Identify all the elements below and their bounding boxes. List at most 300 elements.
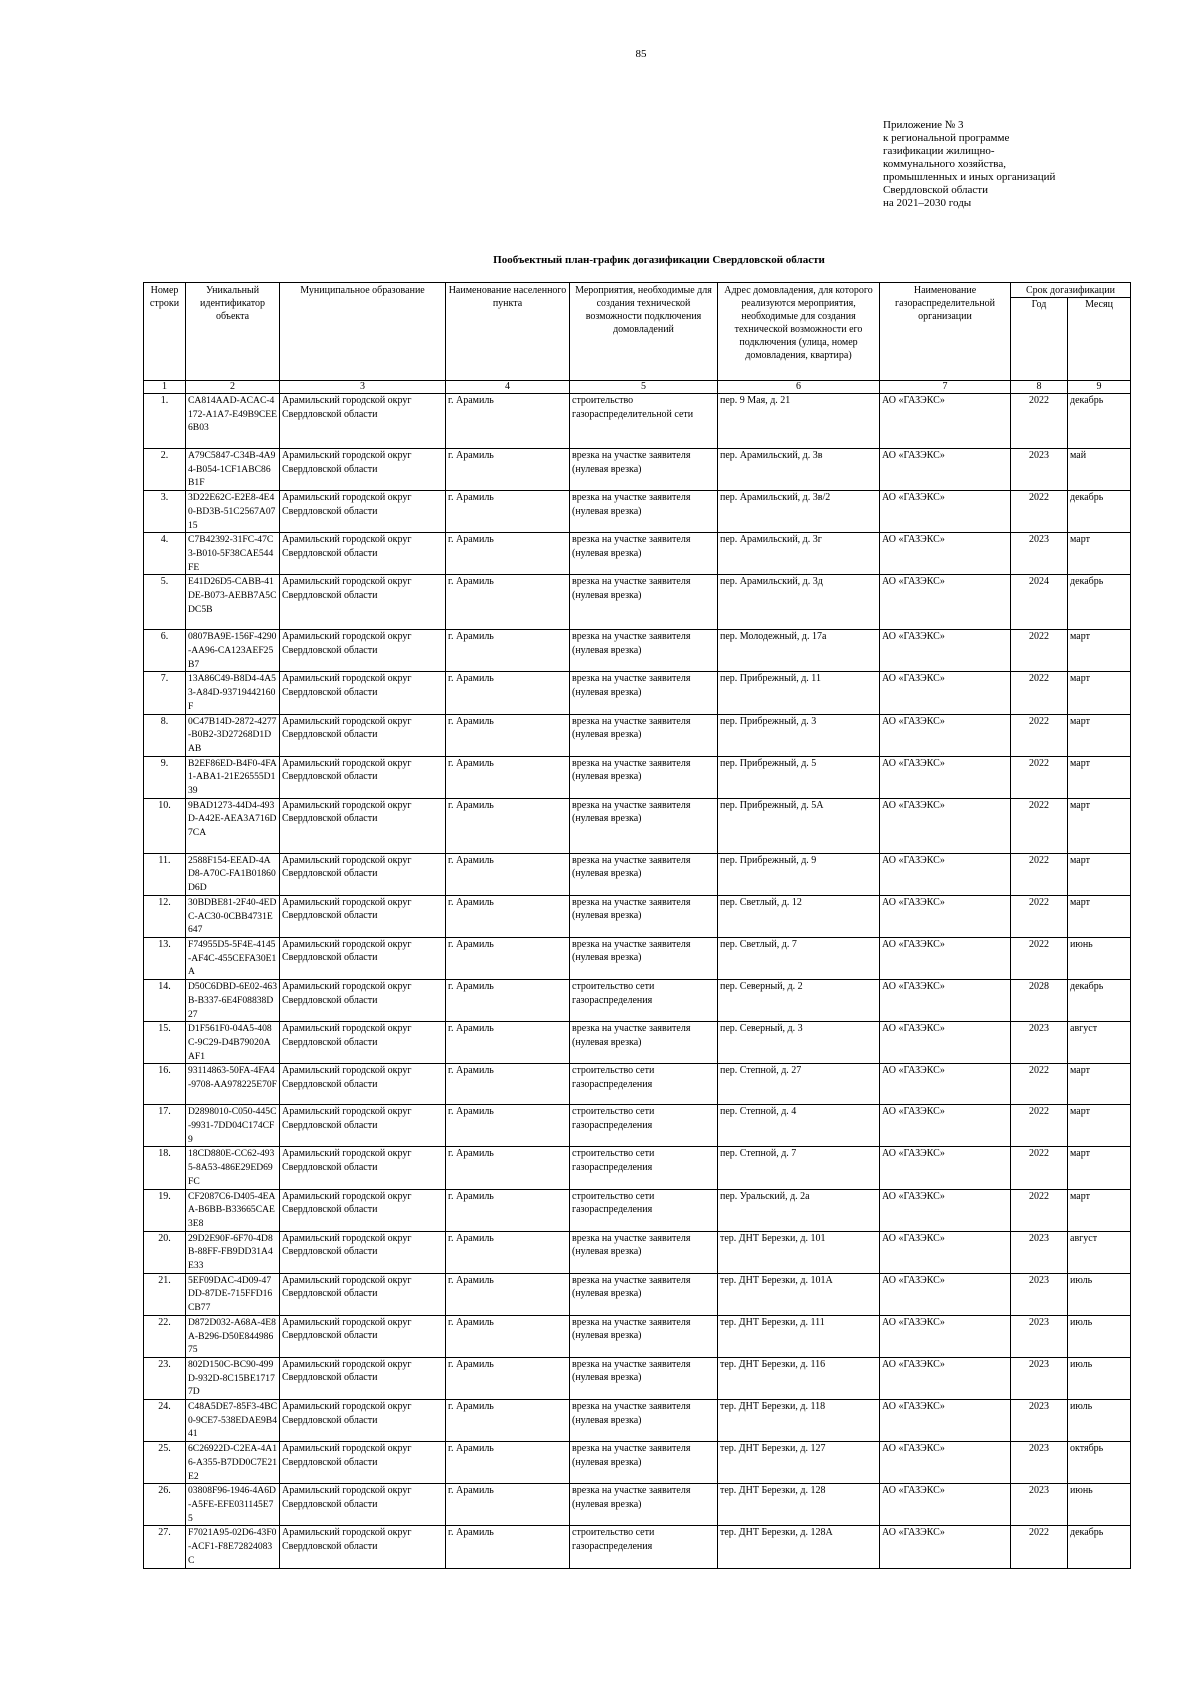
address-cell: тер. ДНТ Березки, д. 128А <box>718 1526 880 1568</box>
settlement-cell: г. Арамиль <box>446 980 570 1022</box>
uid-cell: 6C26922D-C2EA-4A16-A355-B7DD0C7E21E2 <box>186 1442 280 1484</box>
row-number-cell: 16. <box>144 1064 186 1105</box>
measures-cell: врезка на участке заявителя (нулевая врезка) <box>570 533 718 575</box>
address-cell: пер. Степной, д. 4 <box>718 1105 880 1147</box>
address-cell: пер. Прибрежный, д. 3 <box>718 714 880 756</box>
municipality-cell: Арамильский городской округ Свердловской области <box>280 1526 446 1568</box>
column-number: 7 <box>880 381 1011 394</box>
address-cell: пер. Прибрежный, д. 5 <box>718 756 880 798</box>
measures-cell: врезка на участке заявителя (нулевая врезка) <box>570 1022 718 1064</box>
settlement-cell: г. Арамиль <box>446 1357 570 1399</box>
year-cell: 2023 <box>1011 1273 1068 1315</box>
year-cell: 2023 <box>1011 1442 1068 1484</box>
month-cell: июль <box>1068 1400 1131 1442</box>
row-number-cell: 10. <box>144 798 186 853</box>
address-cell: пер. Арамильский, д. 3д <box>718 575 880 630</box>
gasification-schedule-table <box>143 282 1131 1569</box>
gas-org-cell: АО «ГАЗЭКС» <box>880 394 1011 449</box>
uid-cell: 2588F154-EEAD-4AD8-A70C-FA1B01860D6D <box>186 853 280 895</box>
measures-cell: врезка на участке заявителя (нулевая врезка) <box>570 1273 718 1315</box>
row-number-cell: 13. <box>144 937 186 979</box>
uid-cell: D2898010-C050-445C-9931-7DD04C174CF9 <box>186 1105 280 1147</box>
settlement-cell: г. Арамиль <box>446 798 570 853</box>
measures-cell: строительство сети газораспределения <box>570 1526 718 1568</box>
settlement-cell: г. Арамиль <box>446 1442 570 1484</box>
row-number-cell: 12. <box>144 895 186 937</box>
gas-org-cell: АО «ГАЗЭКС» <box>880 1105 1011 1147</box>
settlement-cell: г. Арамиль <box>446 533 570 575</box>
month-cell: март <box>1068 1147 1131 1189</box>
month-cell: июль <box>1068 1273 1131 1315</box>
uid-cell: C7B42392-31FC-47C3-B010-5F38CAE544FE <box>186 533 280 575</box>
table-row <box>144 1105 1131 1147</box>
uid-cell: D50C6DBD-6E02-463B-B337-6E4F08838D27 <box>186 980 280 1022</box>
table-row <box>144 575 1131 630</box>
table-row <box>144 449 1131 491</box>
address-cell: тер. ДНТ Березки, д. 111 <box>718 1315 880 1357</box>
year-cell: 2023 <box>1011 1357 1068 1399</box>
municipality-cell: Арамильский городской округ Свердловской области <box>280 980 446 1022</box>
month-cell: июль <box>1068 1315 1131 1357</box>
municipality-cell: Арамильский городской округ Свердловской области <box>280 1022 446 1064</box>
month-cell: март <box>1068 630 1131 672</box>
month-cell: июль <box>1068 1357 1131 1399</box>
uid-cell: CF2087C6-D405-4EAA-B6BB-B33665CAE3E8 <box>186 1189 280 1231</box>
row-number-cell: 22. <box>144 1315 186 1357</box>
municipality-cell: Арамильский городской округ Свердловской области <box>280 630 446 672</box>
municipality-cell: Арамильский городской округ Свердловской области <box>280 1105 446 1147</box>
uid-cell: 0C47B14D-2872-4277-B0B2-3D27268D1DAB <box>186 714 280 756</box>
gas-org-cell: АО «ГАЗЭКС» <box>880 630 1011 672</box>
page-number: 85 <box>635 48 647 60</box>
settlement-cell: г. Арамиль <box>446 1273 570 1315</box>
table-row <box>144 853 1131 895</box>
appendix-line: газификации жилищно- <box>883 145 995 157</box>
address-cell: пер. Молодежный, д. 17а <box>718 630 880 672</box>
uid-cell: 03808F96-1946-4A6D-A5FE-EFE031145E75 <box>186 1484 280 1526</box>
gas-org-cell: АО «ГАЗЭКС» <box>880 491 1011 533</box>
row-number-cell: 1. <box>144 394 186 449</box>
settlement-cell: г. Арамиль <box>446 1315 570 1357</box>
year-cell: 2022 <box>1011 630 1068 672</box>
row-number-cell: 21. <box>144 1273 186 1315</box>
column-number: 3 <box>280 381 446 394</box>
year-cell: 2022 <box>1011 491 1068 533</box>
address-cell: пер. Северный, д. 3 <box>718 1022 880 1064</box>
municipality-cell: Арамильский городской округ Свердловской области <box>280 491 446 533</box>
municipality-cell: Арамильский городской округ Свердловской области <box>280 714 446 756</box>
month-cell: октябрь <box>1068 1442 1131 1484</box>
table-row <box>144 1273 1131 1315</box>
municipality-cell: Арамильский городской округ Свердловской области <box>280 1064 446 1105</box>
month-cell: март <box>1068 853 1131 895</box>
appendix-line: Свердловской области <box>883 184 988 196</box>
address-cell: пер. 9 Мая, д. 21 <box>718 394 880 449</box>
year-cell: 2022 <box>1011 714 1068 756</box>
uid-cell: A79C5847-C34B-4A94-B054-1CF1ABC86B1F <box>186 449 280 491</box>
month-cell: декабрь <box>1068 1526 1131 1568</box>
year-cell: 2023 <box>1011 1484 1068 1526</box>
table-row <box>144 1147 1131 1189</box>
month-cell: март <box>1068 1105 1131 1147</box>
year-cell: 2022 <box>1011 798 1068 853</box>
address-cell: тер. ДНТ Березки, д. 127 <box>718 1442 880 1484</box>
table-row <box>144 937 1131 979</box>
table-row <box>144 1442 1131 1484</box>
settlement-cell: г. Арамиль <box>446 1400 570 1442</box>
year-cell: 2022 <box>1011 394 1068 449</box>
row-number-cell: 18. <box>144 1147 186 1189</box>
measures-cell: врезка на участке заявителя (нулевая врезка) <box>570 672 718 714</box>
document-title: Пообъектный план-график догазификации Свердловской области <box>493 254 825 266</box>
settlement-cell: г. Арамиль <box>446 394 570 449</box>
year-cell: 2022 <box>1011 895 1068 937</box>
year-cell: 2023 <box>1011 449 1068 491</box>
year-cell: 2022 <box>1011 756 1068 798</box>
gas-org-cell: АО «ГАЗЭКС» <box>880 672 1011 714</box>
address-cell: тер. ДНТ Березки, д. 116 <box>718 1357 880 1399</box>
measures-cell: врезка на участке заявителя (нулевая врезка) <box>570 1231 718 1273</box>
gas-org-cell: АО «ГАЗЭКС» <box>880 895 1011 937</box>
row-number-cell: 26. <box>144 1484 186 1526</box>
row-number-cell: 25. <box>144 1442 186 1484</box>
gas-org-cell: АО «ГАЗЭКС» <box>880 1273 1011 1315</box>
month-cell: июнь <box>1068 1484 1131 1526</box>
row-number-cell: 3. <box>144 491 186 533</box>
table-row <box>144 1357 1131 1399</box>
address-cell: пер. Прибрежный, д. 5А <box>718 798 880 853</box>
uid-cell: 5EF09DAC-4D09-47DD-87DE-715FFD16CB77 <box>186 1273 280 1315</box>
row-number-cell: 15. <box>144 1022 186 1064</box>
settlement-cell: г. Арамиль <box>446 1526 570 1568</box>
month-cell: март <box>1068 714 1131 756</box>
year-cell: 2023 <box>1011 533 1068 575</box>
measures-cell: врезка на участке заявителя (нулевая врезка) <box>570 937 718 979</box>
uid-cell: 0807BA9E-156F-4290-AA96-CA123AEF25B7 <box>186 630 280 672</box>
gas-org-cell: АО «ГАЗЭКС» <box>880 853 1011 895</box>
year-cell: 2022 <box>1011 1147 1068 1189</box>
settlement-cell: г. Арамиль <box>446 1064 570 1105</box>
month-cell: март <box>1068 1064 1131 1105</box>
year-cell: 2023 <box>1011 1231 1068 1273</box>
gas-org-cell: АО «ГАЗЭКС» <box>880 575 1011 630</box>
municipality-cell: Арамильский городской округ Свердловской области <box>280 853 446 895</box>
row-number-cell: 4. <box>144 533 186 575</box>
settlement-cell: г. Арамиль <box>446 1105 570 1147</box>
column-number: 4 <box>446 381 570 394</box>
address-cell: тер. ДНТ Березки, д. 118 <box>718 1400 880 1442</box>
uid-cell: 13A86C49-B8D4-4A53-A84D-93719442160F <box>186 672 280 714</box>
settlement-cell: г. Арамиль <box>446 1231 570 1273</box>
municipality-cell: Арамильский городской округ Свердловской области <box>280 1189 446 1231</box>
row-number-cell: 20. <box>144 1231 186 1273</box>
settlement-cell: г. Арамиль <box>446 756 570 798</box>
measures-cell: врезка на участке заявителя (нулевая врезка) <box>570 1357 718 1399</box>
uid-cell: 9BAD1273-44D4-493D-A42E-AEA3A716D7CA <box>186 798 280 853</box>
uid-cell: C48A5DE7-85F3-4BC0-9CE7-538EDAE9B441 <box>186 1400 280 1442</box>
settlement-cell: г. Арамиль <box>446 1022 570 1064</box>
address-cell: пер. Уральский, д. 2а <box>718 1189 880 1231</box>
table-body <box>144 394 1131 1569</box>
month-cell: март <box>1068 895 1131 937</box>
year-cell: 2024 <box>1011 575 1068 630</box>
row-number-cell: 11. <box>144 853 186 895</box>
uid-cell: D1F561F0-04A5-408C-9C29-D4B79020AAF1 <box>186 1022 280 1064</box>
month-cell: март <box>1068 756 1131 798</box>
settlement-cell: г. Арамиль <box>446 491 570 533</box>
address-cell: пер. Прибрежный, д. 11 <box>718 672 880 714</box>
municipality-cell: Арамильский городской округ Свердловской области <box>280 1231 446 1273</box>
table-row <box>144 798 1131 853</box>
year-cell: 2022 <box>1011 937 1068 979</box>
appendix-line: на 2021–2030 годы <box>883 197 972 209</box>
settlement-cell: г. Арамиль <box>446 630 570 672</box>
row-number-cell: 24. <box>144 1400 186 1442</box>
table-row <box>144 491 1131 533</box>
month-cell: март <box>1068 798 1131 853</box>
year-cell: 2028 <box>1011 980 1068 1022</box>
measures-cell: врезка на участке заявителя (нулевая врезка) <box>570 449 718 491</box>
municipality-cell: Арамильский городской округ Свердловской области <box>280 1315 446 1357</box>
table-row <box>144 714 1131 756</box>
address-cell: пер. Арамильский, д. 3в <box>718 449 880 491</box>
year-cell: 2023 <box>1011 1400 1068 1442</box>
row-number-cell: 14. <box>144 980 186 1022</box>
uid-cell: 93114863-50FA-4FA4-9708-AA978225E70F <box>186 1064 280 1105</box>
measures-cell: врезка на участке заявителя (нулевая врезка) <box>570 630 718 672</box>
address-cell: пер. Степной, д. 7 <box>718 1147 880 1189</box>
gas-org-cell: АО «ГАЗЭКС» <box>880 1022 1011 1064</box>
table-row <box>144 533 1131 575</box>
settlement-cell: г. Арамиль <box>446 1484 570 1526</box>
gas-org-cell: АО «ГАЗЭКС» <box>880 1357 1011 1399</box>
year-cell: 2023 <box>1011 1022 1068 1064</box>
month-cell: декабрь <box>1068 980 1131 1022</box>
gas-org-cell: АО «ГАЗЭКС» <box>880 1400 1011 1442</box>
gas-org-cell: АО «ГАЗЭКС» <box>880 1147 1011 1189</box>
municipality-cell: Арамильский городской округ Свердловской области <box>280 1442 446 1484</box>
month-cell: август <box>1068 1022 1131 1064</box>
settlement-cell: г. Арамиль <box>446 853 570 895</box>
month-cell: июнь <box>1068 937 1131 979</box>
uid-cell: 18CD880E-CC62-4935-8A53-486E29ED69FC <box>186 1147 280 1189</box>
settlement-cell: г. Арамиль <box>446 714 570 756</box>
month-cell: март <box>1068 1189 1131 1231</box>
measures-cell: врезка на участке заявителя (нулевая врезка) <box>570 853 718 895</box>
municipality-cell: Арамильский городской округ Свердловской области <box>280 394 446 449</box>
measures-cell: врезка на участке заявителя (нулевая врезка) <box>570 798 718 853</box>
municipality-cell: Арамильский городской округ Свердловской области <box>280 1400 446 1442</box>
table-row <box>144 630 1131 672</box>
month-cell: декабрь <box>1068 491 1131 533</box>
uid-cell: F74955D5-5F4E-4145-AF4C-455CEFA30E1A <box>186 937 280 979</box>
measures-cell: врезка на участке заявителя (нулевая врезка) <box>570 756 718 798</box>
header-row <box>144 283 1131 298</box>
gas-org-cell: АО «ГАЗЭКС» <box>880 937 1011 979</box>
table-row <box>144 756 1131 798</box>
measures-cell: врезка на участке заявителя (нулевая врезка) <box>570 1400 718 1442</box>
year-cell: 2023 <box>1011 1315 1068 1357</box>
table-row <box>144 1484 1131 1526</box>
header-year: Год <box>1011 298 1068 381</box>
month-cell: декабрь <box>1068 575 1131 630</box>
gas-org-cell: АО «ГАЗЭКС» <box>880 798 1011 853</box>
table-row <box>144 1022 1131 1064</box>
address-cell: пер. Светлый, д. 7 <box>718 937 880 979</box>
header-row-number: Номер строки <box>144 283 186 381</box>
settlement-cell: г. Арамиль <box>446 937 570 979</box>
table-row <box>144 394 1131 449</box>
month-cell: март <box>1068 533 1131 575</box>
month-cell: август <box>1068 1231 1131 1273</box>
table-row <box>144 980 1131 1022</box>
measures-cell: строительство сети газораспределения <box>570 1147 718 1189</box>
gas-org-cell: АО «ГАЗЭКС» <box>880 533 1011 575</box>
address-cell: пер. Северный, д. 2 <box>718 980 880 1022</box>
address-cell: пер. Светлый, д. 12 <box>718 895 880 937</box>
settlement-cell: г. Арамиль <box>446 449 570 491</box>
municipality-cell: Арамильский городской округ Свердловской области <box>280 449 446 491</box>
gas-org-cell: АО «ГАЗЭКС» <box>880 1442 1011 1484</box>
uid-cell: CA814AAD-ACAC-4172-A1A7-E49B9CEE6B03 <box>186 394 280 449</box>
header-settlement: Наименование населенного пункта <box>446 283 570 381</box>
address-cell: пер. Степной, д. 27 <box>718 1064 880 1105</box>
settlement-cell: г. Арамиль <box>446 1147 570 1189</box>
measures-cell: строительство сети газораспределения <box>570 1064 718 1105</box>
header-deadline: Срок догазификации <box>1011 283 1131 298</box>
year-cell: 2022 <box>1011 1064 1068 1105</box>
year-cell: 2022 <box>1011 672 1068 714</box>
gas-org-cell: АО «ГАЗЭКС» <box>880 980 1011 1022</box>
table-row <box>144 672 1131 714</box>
row-number-cell: 27. <box>144 1526 186 1568</box>
settlement-cell: г. Арамиль <box>446 1189 570 1231</box>
address-cell: тер. ДНТ Березки, д. 101 <box>718 1231 880 1273</box>
gas-org-cell: АО «ГАЗЭКС» <box>880 1189 1011 1231</box>
table-row <box>144 1315 1131 1357</box>
municipality-cell: Арамильский городской округ Свердловской области <box>280 1147 446 1189</box>
row-number-cell: 7. <box>144 672 186 714</box>
header-measures: Мероприятия, необходимые для создания технической возможности подключения домовладений <box>570 283 718 381</box>
year-cell: 2022 <box>1011 1105 1068 1147</box>
uid-cell: F7021A95-02D6-43F0-ACF1-F8E72824083C <box>186 1526 280 1568</box>
measures-cell: строительство сети газораспределения <box>570 980 718 1022</box>
table-row <box>144 895 1131 937</box>
measures-cell: врезка на участке заявителя (нулевая врезка) <box>570 1484 718 1526</box>
municipality-cell: Арамильский городской округ Свердловской области <box>280 575 446 630</box>
uid-cell: 29D2E90F-6F70-4D8B-88FF-FB9DD31A4E33 <box>186 1231 280 1273</box>
municipality-cell: Арамильский городской округ Свердловской области <box>280 937 446 979</box>
year-cell: 2022 <box>1011 1526 1068 1568</box>
column-number: 9 <box>1068 381 1131 394</box>
measures-cell: строительство газораспределительной сети <box>570 394 718 449</box>
measures-cell: врезка на участке заявителя (нулевая врезка) <box>570 1442 718 1484</box>
measures-cell: строительство сети газораспределения <box>570 1189 718 1231</box>
gas-org-cell: АО «ГАЗЭКС» <box>880 1484 1011 1526</box>
gas-org-cell: АО «ГАЗЭКС» <box>880 1231 1011 1273</box>
row-number-cell: 17. <box>144 1105 186 1147</box>
address-cell: пер. Арамильский, д. 3в/2 <box>718 491 880 533</box>
row-number-cell: 23. <box>144 1357 186 1399</box>
gas-org-cell: АО «ГАЗЭКС» <box>880 1526 1011 1568</box>
address-cell: пер. Арамильский, д. 3г <box>718 533 880 575</box>
header-address: Адрес домовладения, для которого реализуются мероприятия, необходимые для создания технической возможности его подключения (улица, номер домовладения, квартира) <box>718 283 880 381</box>
uid-cell: 30BDBE81-2F40-4EDC-AC30-0CBB4731E647 <box>186 895 280 937</box>
table-row <box>144 1526 1131 1568</box>
header-month: Месяц <box>1068 298 1131 381</box>
month-cell: май <box>1068 449 1131 491</box>
settlement-cell: г. Арамиль <box>446 895 570 937</box>
municipality-cell: Арамильский городской округ Свердловской области <box>280 1273 446 1315</box>
municipality-cell: Арамильский городской округ Свердловской области <box>280 533 446 575</box>
table-row <box>144 1231 1131 1273</box>
year-cell: 2022 <box>1011 853 1068 895</box>
row-number-cell: 8. <box>144 714 186 756</box>
column-number: 6 <box>718 381 880 394</box>
row-number-cell: 6. <box>144 630 186 672</box>
header-gas-org: Наименование газораспределительной организации <box>880 283 1011 381</box>
gas-org-cell: АО «ГАЗЭКС» <box>880 1315 1011 1357</box>
gas-org-cell: АО «ГАЗЭКС» <box>880 714 1011 756</box>
year-cell: 2022 <box>1011 1189 1068 1231</box>
settlement-cell: г. Арамиль <box>446 575 570 630</box>
municipality-cell: Арамильский городской округ Свердловской области <box>280 1357 446 1399</box>
row-number-cell: 9. <box>144 756 186 798</box>
measures-cell: врезка на участке заявителя (нулевая врезка) <box>570 714 718 756</box>
row-number-cell: 19. <box>144 1189 186 1231</box>
measures-cell: врезка на участке заявителя (нулевая врезка) <box>570 895 718 937</box>
measures-cell: строительство сети газораспределения <box>570 1105 718 1147</box>
row-number-cell: 2. <box>144 449 186 491</box>
municipality-cell: Арамильский городской округ Свердловской области <box>280 1484 446 1526</box>
row-number-cell: 5. <box>144 575 186 630</box>
column-number: 5 <box>570 381 718 394</box>
uid-cell: 802D150C-BC90-499D-932D-8C15BE17177D <box>186 1357 280 1399</box>
column-number: 8 <box>1011 381 1068 394</box>
address-cell: тер. ДНТ Березки, д. 128 <box>718 1484 880 1526</box>
month-cell: декабрь <box>1068 394 1131 449</box>
appendix-line: к региональной программе <box>883 132 1010 144</box>
uid-cell: B2EF86ED-B4F0-4FA1-ABA1-21E26555D139 <box>186 756 280 798</box>
month-cell: март <box>1068 672 1131 714</box>
municipality-cell: Арамильский городской округ Свердловской области <box>280 798 446 853</box>
uid-cell: 3D22E62C-E2E8-4E40-BD3B-51C2567A0715 <box>186 491 280 533</box>
municipality-cell: Арамильский городской округ Свердловской области <box>280 895 446 937</box>
gas-org-cell: АО «ГАЗЭКС» <box>880 1064 1011 1105</box>
address-cell: тер. ДНТ Березки, д. 101А <box>718 1273 880 1315</box>
column-number: 1 <box>144 381 186 394</box>
uid-cell: E41D26D5-CABB-41DE-B073-AEBB7A5CDC5B <box>186 575 280 630</box>
appendix-line: коммунального хозяйства, <box>883 158 1006 170</box>
table-row <box>144 1064 1131 1105</box>
municipality-cell: Арамильский городской округ Свердловской области <box>280 756 446 798</box>
measures-cell: врезка на участке заявителя (нулевая врезка) <box>570 1315 718 1357</box>
gas-org-cell: АО «ГАЗЭКС» <box>880 449 1011 491</box>
appendix-line: промышленных и иных организаций <box>883 171 1056 183</box>
header-municipality: Муниципальное образование <box>280 283 446 381</box>
municipality-cell: Арамильский городской округ Свердловской области <box>280 672 446 714</box>
table-row <box>144 1400 1131 1442</box>
table-row <box>144 1189 1131 1231</box>
appendix-line: Приложение № 3 <box>883 119 964 131</box>
header-uid: Уникальный идентификатор объекта <box>186 283 280 381</box>
measures-cell: врезка на участке заявителя (нулевая врезка) <box>570 491 718 533</box>
column-number: 2 <box>186 381 280 394</box>
measures-cell: врезка на участке заявителя (нулевая врезка) <box>570 575 718 630</box>
gas-org-cell: АО «ГАЗЭКС» <box>880 756 1011 798</box>
appendix-note <box>883 119 1143 210</box>
column-numbers-row <box>144 381 1131 394</box>
